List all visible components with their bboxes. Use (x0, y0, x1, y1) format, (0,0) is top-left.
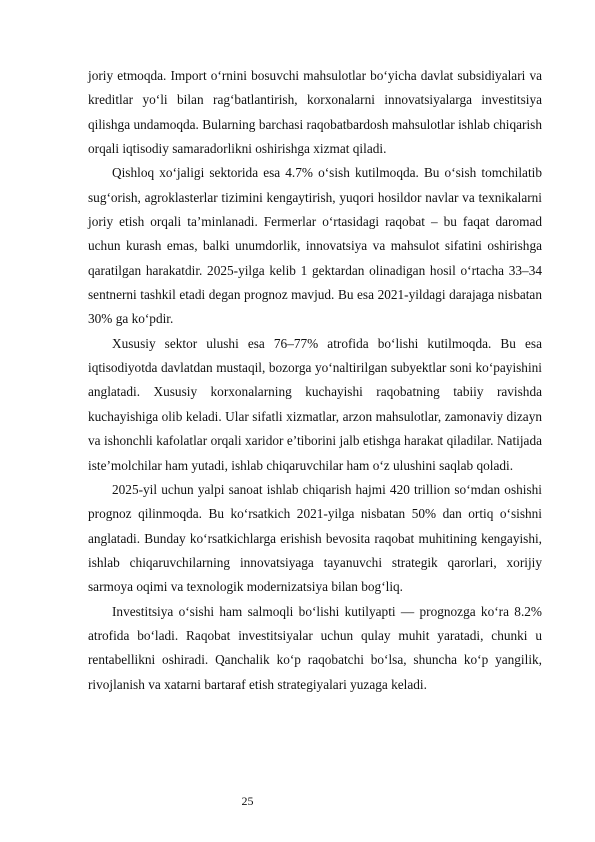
body-text (88, 64, 542, 697)
paragraph-industrial-output: 2025-yil uchun yalpi sanoat ishlab chiqarish hajmi 420 trillion so‘mdan oshishi prognoz qilinmoqda. Bu ko‘rsatkich 2021-yilga nisbatan 50% dan ortiq o‘sishni anglatadi. Bunday ko‘rsatkichlarga erishish bevosita raqobat muhitining kengayishi, ishlab chiqaruvchilarning innovatsiyaga tayanuvchi strategik qarorlari, xorijiy sarmoya oqimi va texnologik modernizatsiya bilan bog‘liq. (88, 481, 542, 595)
paragraph-agriculture: Qishloq xo‘jaligi sektorida esa 4.7% o‘sish kutilmoqda. Bu o‘sish tomchilatib sug‘orish, agroklasterlar tizimini kengaytirish, yuqori hosildor navlar va texnikalarni joriy etish orqali ta’minlanadi. Fermerlar o‘rtasidagi raqobat – bu faqat daromad uchun kurash emas, balki unumdorlik, innovatsiya va mahsulot sifatini oshirishga qaratilgan harakatdir. 2025-yilga kelib 1 gektardan olinadigan hosil o‘rtacha 33–34 sentnerni tashkil etadi degan prognoz mavjud. Bu esa 2021-yildagi darajaga nisbatan 30% ga ko‘pdir. (88, 165, 542, 327)
paragraph-private-sector: Xususiy sektor ulushi esa 76–77% atrofida bo‘lishi kutilmoqda. Bu esa iqtisodiyotda davlatdan mustaqil, bozorga yo‘naltirilgan subyektlar soni ko‘payishini anglatadi. Xususiy korxonalarning kuchayishi raqobatning tabiiy ravishda kuchayishiga olib keladi. Ular sifatli xizmatlar, arzon mahsulotlar, zamonaviy dizayn va ishonchli kafolatlar orqali xaridor e’tiborini jalb etishga harakat qiladilar. Natijada iste’molchilar ham yutadi, ishlab chiqaruvchilar ham o‘z ulushini saqlab qoladi. (88, 335, 542, 473)
paragraph-investment: Investitsiya o‘sishi ham salmoqli bo‘lishi kutilyapti — prognozga ko‘ra 8.2% atrofida bo‘ladi. Raqobat investitsiyalar uchun qulay muhit yaratadi, chunki u rentabellikni oshiradi. Qanchalik ko‘p raqobatchi bo‘lsa, shuncha ko‘p yangilik, rivojlanish va xatarni bartaraf etish strategiyalari yuzaga keladi. (88, 603, 542, 692)
paragraph-continuation: joriy etmoqda. Import o‘rnini bosuvchi mahsulotlar bo‘yicha davlat subsidiyalari va kreditlar yo‘li bilan rag‘batlantirish, korxonalarni innovatsiyalarga investitsiya qilishga undamoqda. Bularning barchasi raqobatbardosh mahsulotlar ishlab chiqarish orqali iqtisodiy samaradorlikni oshirishga xizmat qiladi. (88, 68, 542, 157)
page-number: 25 (241, 794, 254, 808)
